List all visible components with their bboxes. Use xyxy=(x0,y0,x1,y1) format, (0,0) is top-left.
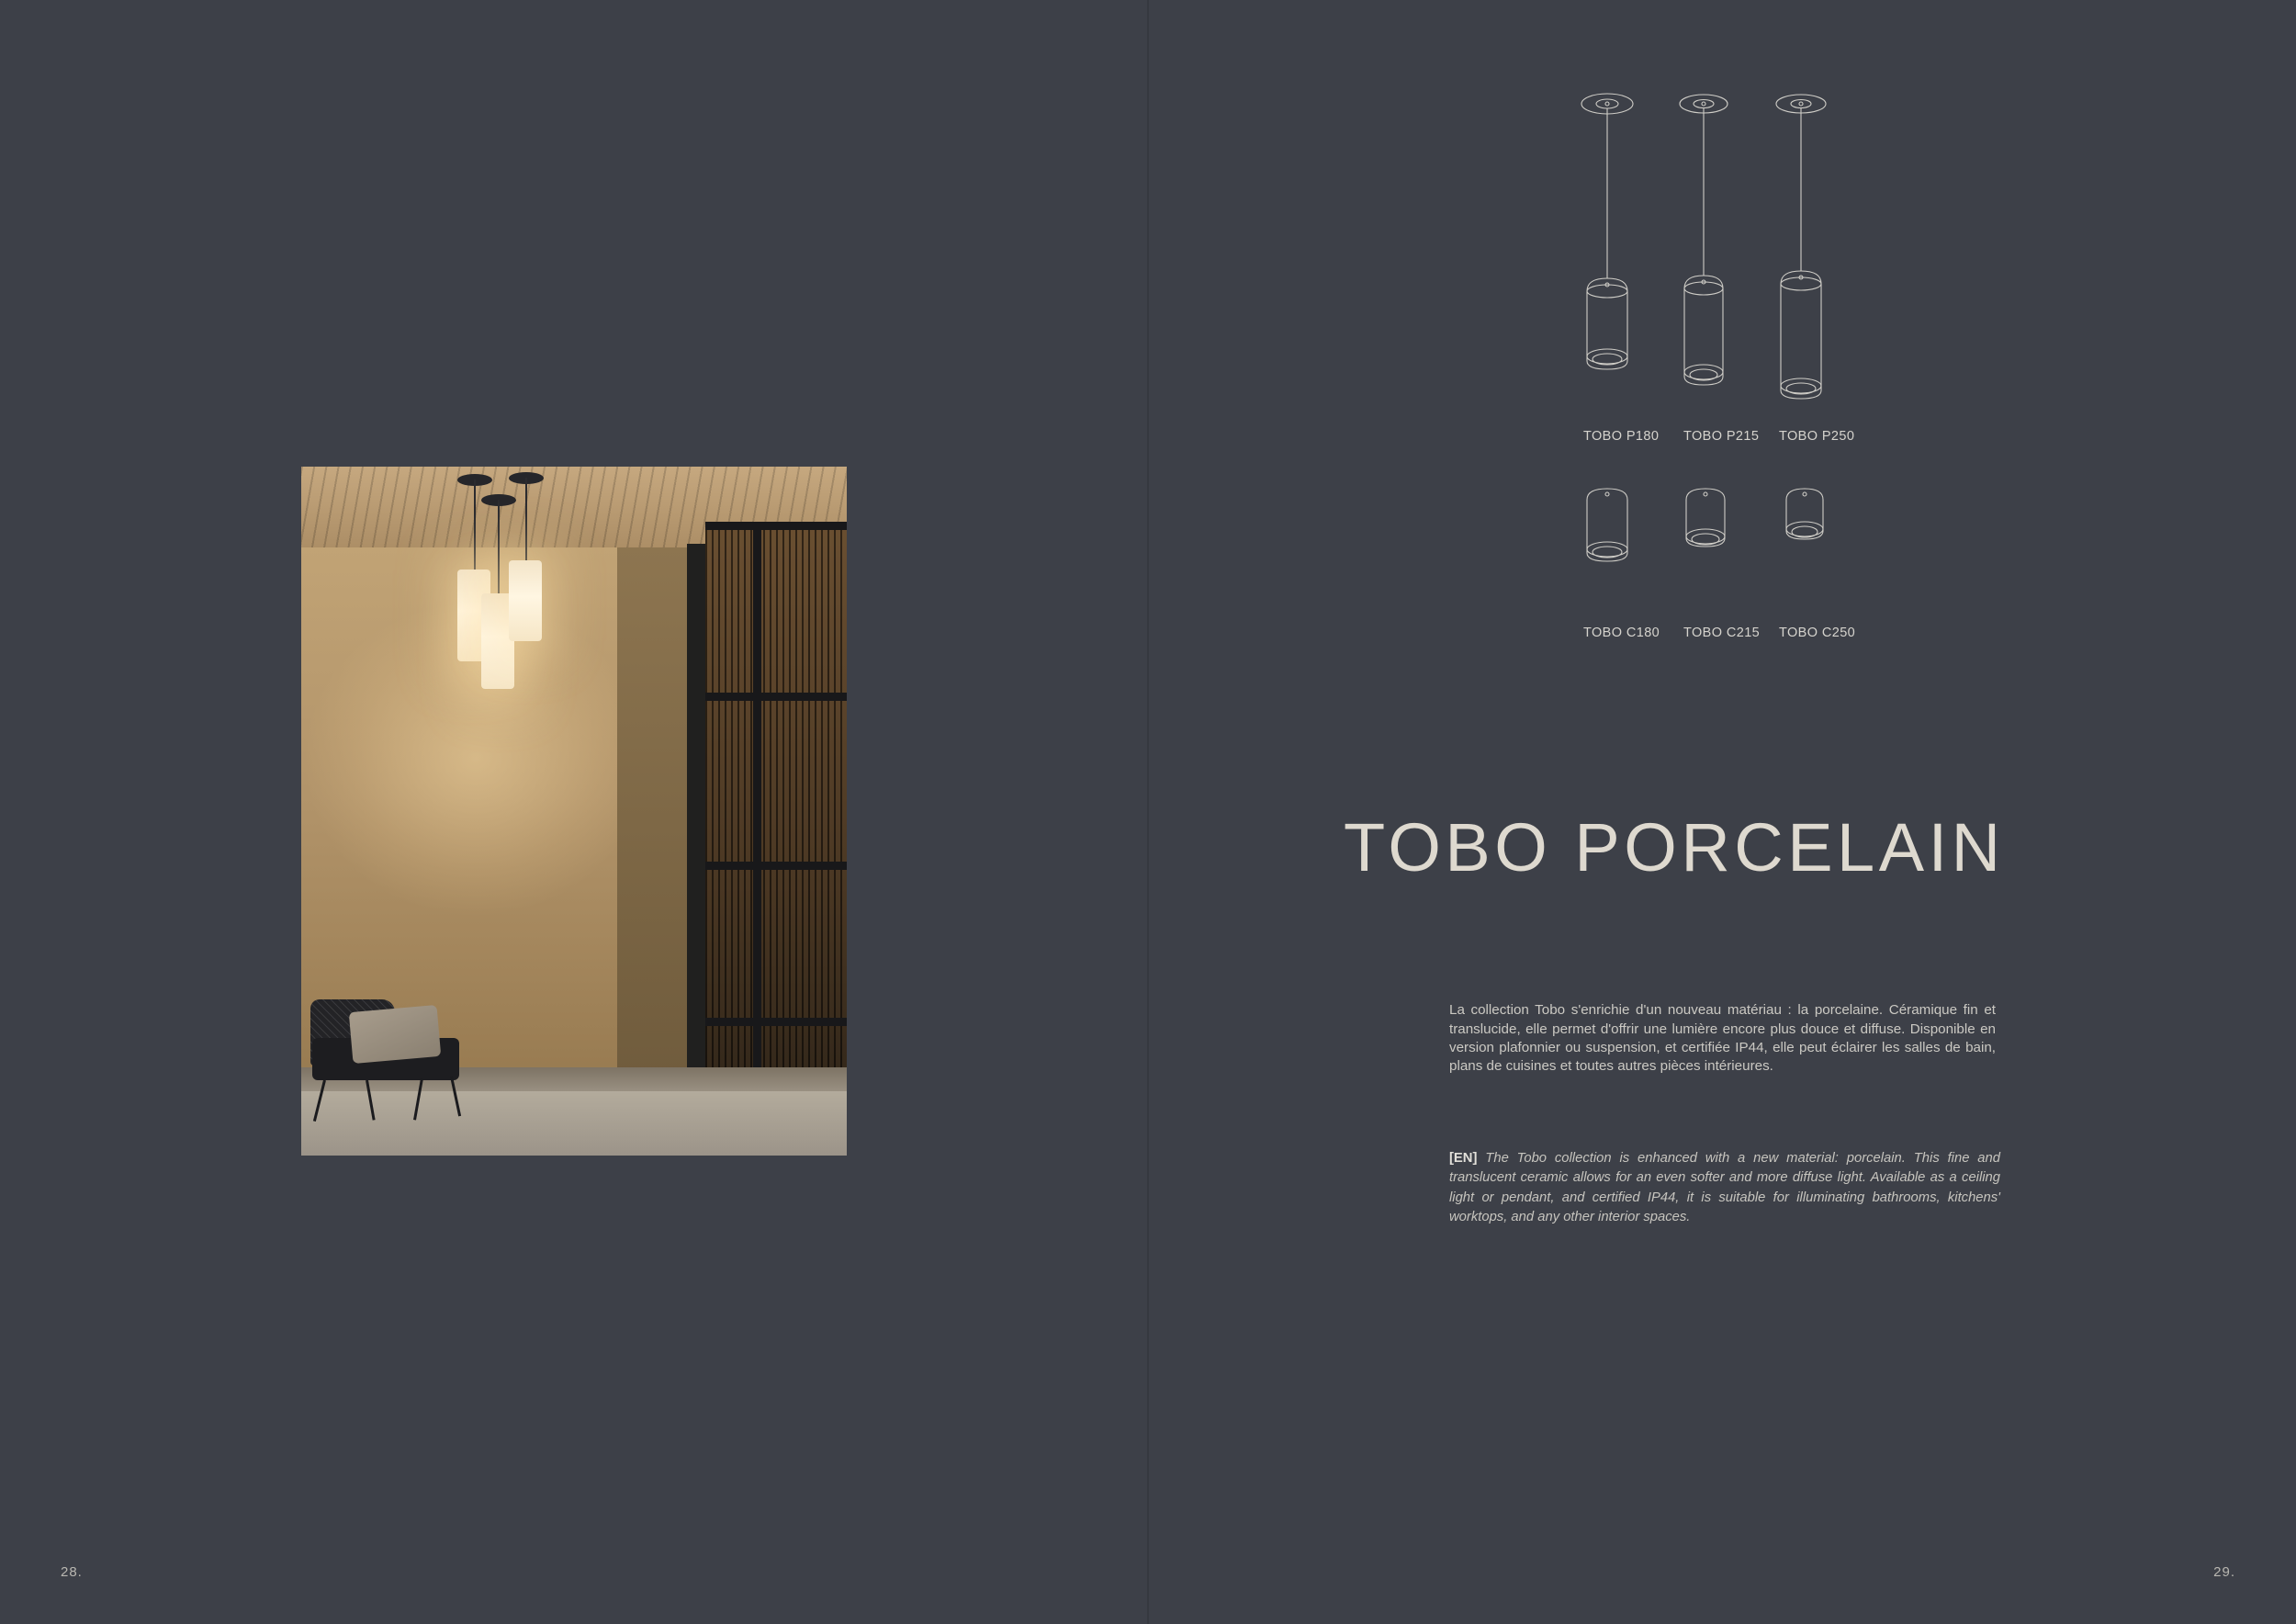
label-tobo-c250: TOBO C250 xyxy=(1779,626,1856,640)
photo-screen-bar-top xyxy=(705,522,847,530)
pendant-cord-1 xyxy=(474,479,476,575)
folio-left: 28. xyxy=(61,1564,83,1580)
photo-wall-right xyxy=(617,547,694,1099)
photo-screen-mullion xyxy=(753,522,761,1128)
language-tag-en: [EN] xyxy=(1449,1150,1478,1166)
page-title: TOBO PORCELAIN xyxy=(1344,808,2005,885)
photo-reed-screen xyxy=(705,522,847,1128)
drawing-tobo-c250 xyxy=(1773,485,1837,595)
photo-screen-bar-3 xyxy=(705,862,847,870)
description-en-text: The Tobo collection is enhanced with a new material: porcelain. This fine and translucent ceramic allows for an even softer and more diffuse light. Available as a ceiling light or pendant, and certified IP44, it is suitable for illuminating bathrooms, kitchens' worktops, and any other interior spaces. xyxy=(1449,1150,2000,1225)
photo-screen-bar-2 xyxy=(705,693,847,701)
folio-right: 29. xyxy=(2213,1564,2235,1580)
pendant-cord-3 xyxy=(525,478,527,564)
drawing-tobo-c215 xyxy=(1673,485,1738,595)
chair-leg-2 xyxy=(366,1080,376,1121)
label-tobo-p215: TOBO P215 xyxy=(1683,429,1760,444)
photo-chair xyxy=(310,992,471,1121)
chair-cushion xyxy=(349,1005,442,1064)
pendant-cord-2 xyxy=(498,500,500,597)
drawing-tobo-p180 xyxy=(1575,87,1639,404)
photo-screen-bar-4 xyxy=(705,1018,847,1026)
photo-door-frame xyxy=(687,544,707,1113)
page-gutter xyxy=(1147,0,1149,1624)
label-tobo-c215: TOBO C215 xyxy=(1683,626,1761,640)
description-fr: La collection Tobo s'enrichie d'un nouveau matériau : la porcelaine. Céramique fin et translucide, elle permet d'offrir une lumière encore plus douce et diffuse. Disponible en version plafonnier ou suspension, et certifiée IP44, elle peut éclairer les salles de bain, plans de cuisines et toutes autres pièces intérieures. xyxy=(1449,1002,1996,1075)
chair-leg-1 xyxy=(313,1080,326,1122)
interior-photo xyxy=(301,467,847,1156)
drawing-tobo-c180 xyxy=(1575,485,1639,595)
label-tobo-c180: TOBO C180 xyxy=(1583,626,1660,640)
description-en xyxy=(1449,1149,2000,1228)
drawing-tobo-p250 xyxy=(1768,87,1834,404)
chair-leg-3 xyxy=(413,1078,423,1121)
drawing-tobo-p215 xyxy=(1671,87,1736,404)
chair-leg-4 xyxy=(450,1077,461,1117)
label-tobo-p250: TOBO P250 xyxy=(1779,429,1855,444)
label-tobo-p180: TOBO P180 xyxy=(1583,429,1660,444)
pendant-shade-3 xyxy=(509,560,542,641)
